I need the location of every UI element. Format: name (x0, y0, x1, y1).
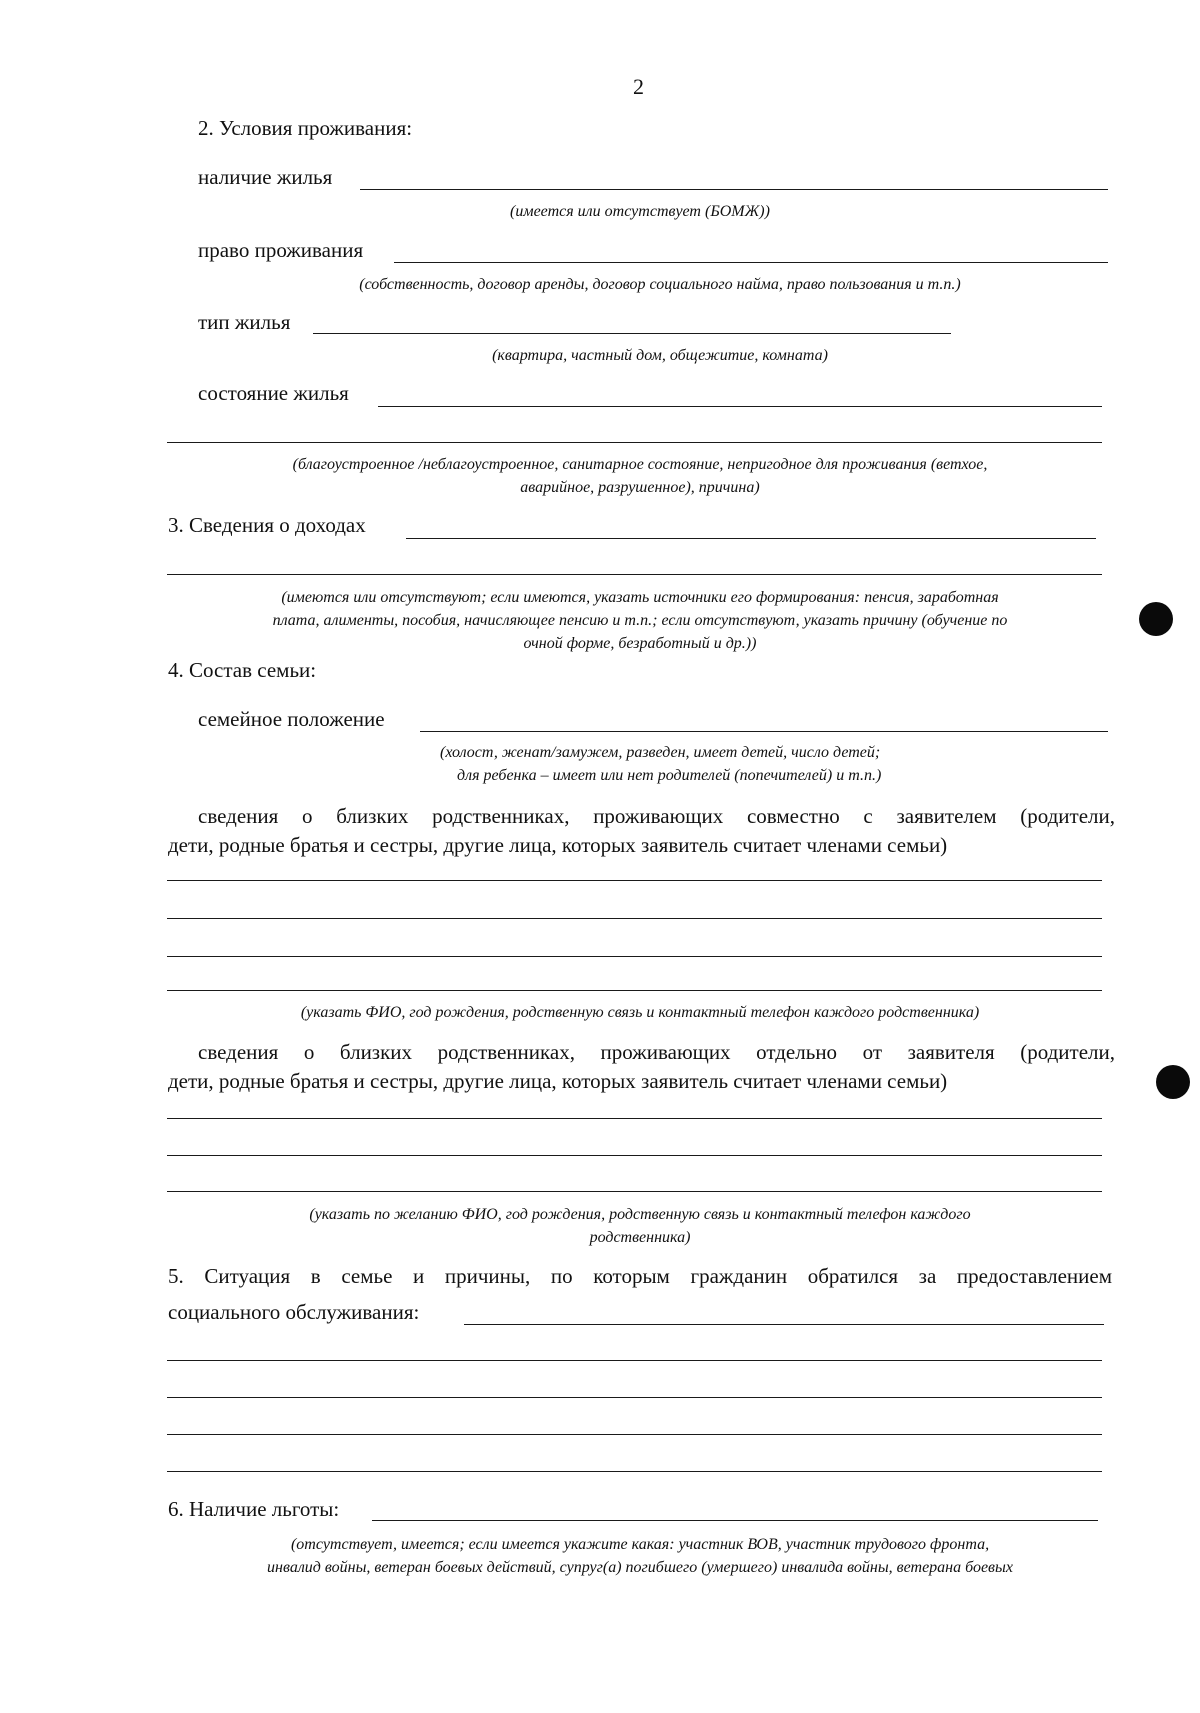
residence-right-label: право проживания (198, 238, 364, 262)
housing-field[interactable] (360, 189, 1108, 190)
income-hint-2: плата, алименты, пособия, начисляющее пенсию и т.п.; если отсутствуют, указать причину (обучение по (272, 612, 1008, 629)
income-field-2[interactable] (167, 574, 1102, 575)
benefits-hint-2: инвалид войны, ветеран боевых действий, супруг(а) погибшего (умершего) инвалида войны, ветерана боевых (267, 1559, 1013, 1576)
situation-line-3[interactable] (167, 1434, 1102, 1435)
residence-right-field[interactable] (394, 262, 1108, 263)
situation-field[interactable] (464, 1324, 1104, 1325)
relatives-apart-text-1: сведения о близких родственниках, проживающих отдельно от заявителя (родители, (198, 1040, 1115, 1064)
housing-state-hint-1: (благоустроенное /неблагоустроенное, санитарное состояние, непригодное для проживания (ветхое, (292, 456, 988, 473)
housing-state-label: состояние жилья (198, 381, 349, 405)
relatives-together-hint: (указать ФИО, год рождения, родственную связь и контактный телефон каждого родственника) (300, 1004, 980, 1021)
relatives-apart-hint-1: (указать по желанию ФИО, год рождения, родственную связь и контактный телефон каждого (309, 1206, 971, 1223)
income-field[interactable] (406, 538, 1096, 539)
income-hint-3: очной форме, безработный и др.)) (523, 635, 757, 652)
relatives-together-text-2: дети, родные братья и сестры, другие лица, которых заявитель считает членами семьи) (168, 833, 948, 857)
housing-state-field[interactable] (378, 406, 1102, 407)
income-hint-1: (имеются или отсутствуют; если имеются, указать источники его формирования: пенсия, заработная (281, 589, 999, 606)
relatives-together-text-1: сведения о близких родственниках, проживающих совместно с заявителем (родители, (198, 804, 1115, 828)
residence-right-hint: (собственность, договор аренды, договор социального найма, право пользования и т.п.) (359, 276, 961, 293)
relatives-together-line-3[interactable] (167, 956, 1102, 957)
punch-hole-top (1139, 602, 1173, 636)
housing-hint: (имеется или отсутствует (БОМЖ)) (510, 203, 770, 220)
situation-line-2[interactable] (167, 1397, 1102, 1398)
benefits-hint-1: (отсутствует, имеется; если имеется укажите какая: участник ВОВ, участник трудового фронта, (290, 1536, 990, 1553)
situation-line-4[interactable] (167, 1471, 1102, 1472)
housing-type-field[interactable] (313, 333, 951, 334)
relatives-together-line-2[interactable] (167, 918, 1102, 919)
marital-status-label: семейное положение (198, 707, 385, 731)
section-5-text-1: 5. Ситуация в семье и причины, по которым гражданин обратился за предоставлением (168, 1264, 1112, 1288)
housing-state-hint-2: аварийное, разрушенное), причина) (520, 479, 760, 496)
section-5-text-2: социального обслуживания: (168, 1300, 420, 1324)
relatives-together-line-4[interactable] (167, 990, 1102, 991)
section-6-heading: 6. Наличие льготы: (168, 1497, 340, 1521)
marital-status-field[interactable] (420, 731, 1108, 732)
relatives-apart-text-2: дети, родные братья и сестры, другие лица, которых заявитель считает членами семьи) (168, 1069, 948, 1093)
marital-status-hint-2: для ребенка – имеет или нет родителей (попечителей) и т.п.) (457, 767, 882, 784)
marital-status-hint-1: (холост, женат/замужем, разведен, имеет детей, число детей; (440, 744, 881, 761)
section-4-heading: 4. Состав семьи: (168, 658, 317, 682)
housing-label: наличие жилья (198, 165, 333, 189)
relatives-apart-line-3[interactable] (167, 1191, 1102, 1192)
section-3-heading: 3. Сведения о доходах (168, 513, 366, 537)
section-2-heading: 2. Условия проживания: (198, 116, 413, 140)
relatives-apart-hint-2: родственника) (589, 1229, 691, 1246)
housing-type-label: тип жилья (198, 310, 291, 334)
relatives-apart-line-2[interactable] (167, 1155, 1102, 1156)
punch-hole-bottom (1156, 1065, 1190, 1099)
relatives-apart-line-1[interactable] (167, 1118, 1102, 1119)
relatives-together-line-1[interactable] (167, 880, 1102, 881)
housing-state-field-2[interactable] (167, 442, 1102, 443)
situation-line-1[interactable] (167, 1360, 1102, 1361)
page-number: 2 (633, 74, 644, 99)
housing-type-hint: (квартира, частный дом, общежитие, комната) (492, 347, 828, 364)
benefits-field[interactable] (372, 1520, 1098, 1521)
